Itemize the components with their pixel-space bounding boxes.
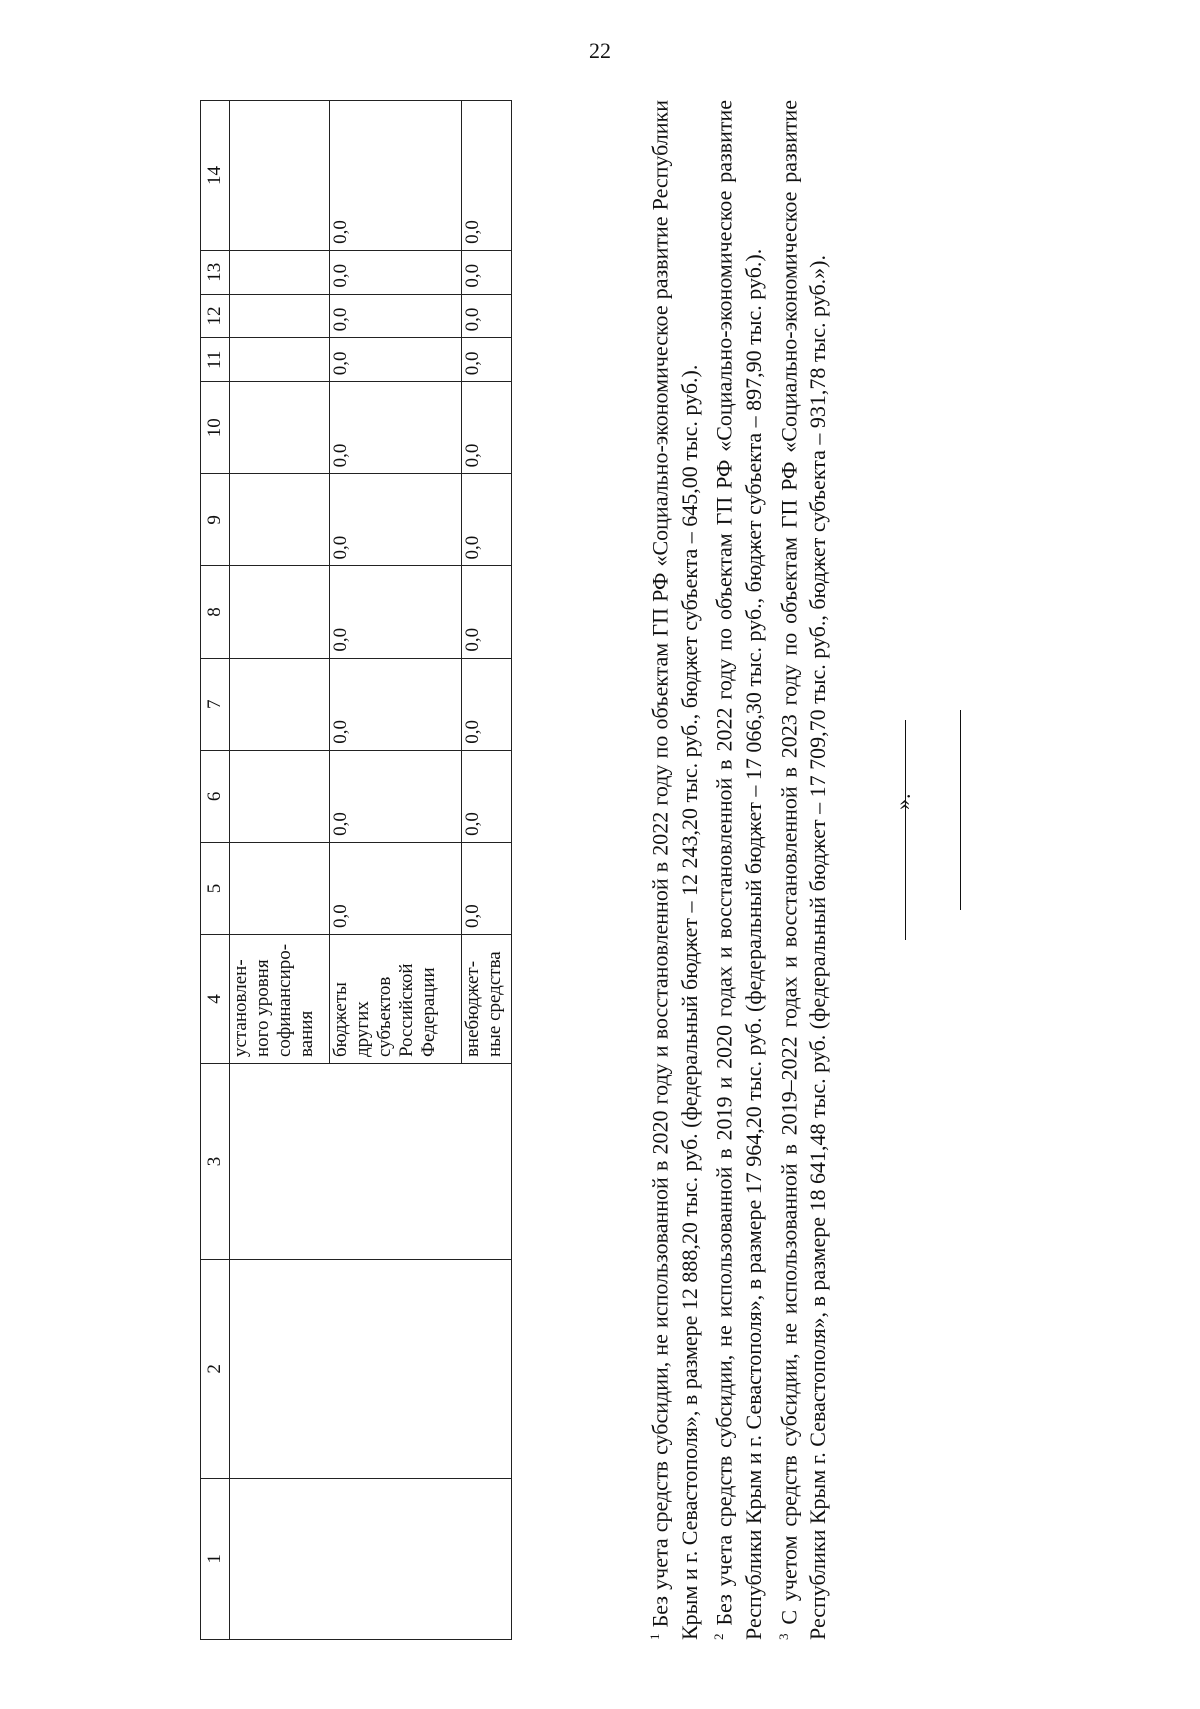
- value-cell: 0,0: [330, 338, 462, 382]
- row-label: внебюджет-ные средства: [462, 935, 512, 1064]
- col-header: 2: [201, 1259, 230, 1478]
- footnote-text: С учетом средств субсидии, не использованной в 2019–2022 годах и восстановленной в 2023 году по объектам ГП РФ «Социально-экономическое развитие Республики Крым г. Севастополя», в размере 18 641,48 тыс. руб. (федеральный бюджет – 17 709,70 тыс. руб., бюджет субъекта – 931,78 тыс. руб.»).: [775, 99, 831, 1640]
- value-cell: 0,0: [462, 474, 512, 566]
- value-cell: [230, 750, 330, 842]
- value-cell: 0,0: [462, 382, 512, 474]
- value-cell: 0,0: [330, 658, 462, 750]
- value-cell: 0,0: [330, 566, 462, 658]
- row-label: бюджеты других субъектов Российской Федерации: [330, 935, 462, 1064]
- value-cell: 0,0: [330, 474, 462, 566]
- end-mark: ».: [890, 793, 915, 810]
- header-row: [201, 101, 230, 1640]
- col-header: 13: [201, 250, 230, 294]
- value-cell: 0,0: [462, 294, 512, 338]
- col-header: 5: [201, 842, 230, 934]
- value-cell: 0,0: [330, 382, 462, 474]
- value-cell: [230, 250, 330, 294]
- empty-cell: [230, 1478, 512, 1639]
- value-cell: 0,0: [462, 842, 512, 934]
- col-header: 4: [201, 935, 230, 1064]
- col-header: 7: [201, 658, 230, 750]
- value-cell: 0,0: [330, 101, 462, 251]
- value-cell: [230, 101, 330, 251]
- col-header: 14: [201, 101, 230, 251]
- col-header: 6: [201, 750, 230, 842]
- col-header: 11: [201, 338, 230, 382]
- footnote: [769, 100, 833, 1640]
- footnote: [704, 100, 768, 1640]
- budget-table: [200, 100, 512, 1640]
- value-cell: 0,0: [330, 250, 462, 294]
- footnotes: [640, 100, 833, 1640]
- value-cell: 0,0: [462, 750, 512, 842]
- rotated-content: [200, 100, 1060, 1640]
- value-cell: [230, 294, 330, 338]
- value-cell: [230, 382, 330, 474]
- footnote: [640, 100, 704, 1640]
- value-cell: [230, 842, 330, 934]
- end-rule-short: [960, 710, 961, 910]
- footnote-mark: 1: [647, 1633, 662, 1640]
- value-cell: 0,0: [462, 338, 512, 382]
- end-rule: [905, 720, 906, 940]
- col-header: 1: [201, 1478, 230, 1639]
- col-header: 12: [201, 294, 230, 338]
- value-cell: 0,0: [330, 842, 462, 934]
- col-header: 8: [201, 566, 230, 658]
- footnote-mark: 3: [775, 1633, 791, 1640]
- value-cell: [230, 658, 330, 750]
- col-header: 3: [201, 1064, 230, 1260]
- value-cell: 0,0: [462, 101, 512, 251]
- empty-cell: [230, 1259, 512, 1478]
- value-cell: [230, 566, 330, 658]
- value-cell: 0,0: [330, 750, 462, 842]
- footnote-text: Без учета средств субсидии, не использованной в 2019 и 2020 годах и восстановленной в 2022 году по объектам ГП РФ «Социально-экономическое развитие Республики Крым и г. Севастополя», в размере 17 964,20 тыс. руб. (федеральный бюджет – 17 066,30 тыс. руб., бюджет субъекта – 897,90 тыс. руб.).: [711, 100, 767, 1640]
- footnote-text: Без учета средств субсидии, не использованной в 2020 году и восстановленной в 2022 году по объектам ГП РФ «Социально-экономическое развитие Республики Крым и г. Севастополя», в размере 12 888,20 тыс. руб. (федеральный бюджет – 12 243,20 тыс. руб., бюджет субъекта – 645,00 тыс. руб.).: [647, 100, 702, 1640]
- value-cell: 0,0: [330, 294, 462, 338]
- col-header: 10: [201, 382, 230, 474]
- empty-cell: [230, 1064, 512, 1260]
- value-cell: 0,0: [462, 250, 512, 294]
- value-cell: [230, 338, 330, 382]
- value-cell: [230, 474, 330, 566]
- row-label: установлен-ного уровня софинансиро-вания: [230, 935, 330, 1064]
- table-row: [230, 101, 330, 1640]
- value-cell: 0,0: [462, 658, 512, 750]
- value-cell: 0,0: [462, 566, 512, 658]
- col-header: 9: [201, 474, 230, 566]
- page-number: 22: [589, 38, 611, 63]
- footnote-mark: 2: [711, 1633, 727, 1640]
